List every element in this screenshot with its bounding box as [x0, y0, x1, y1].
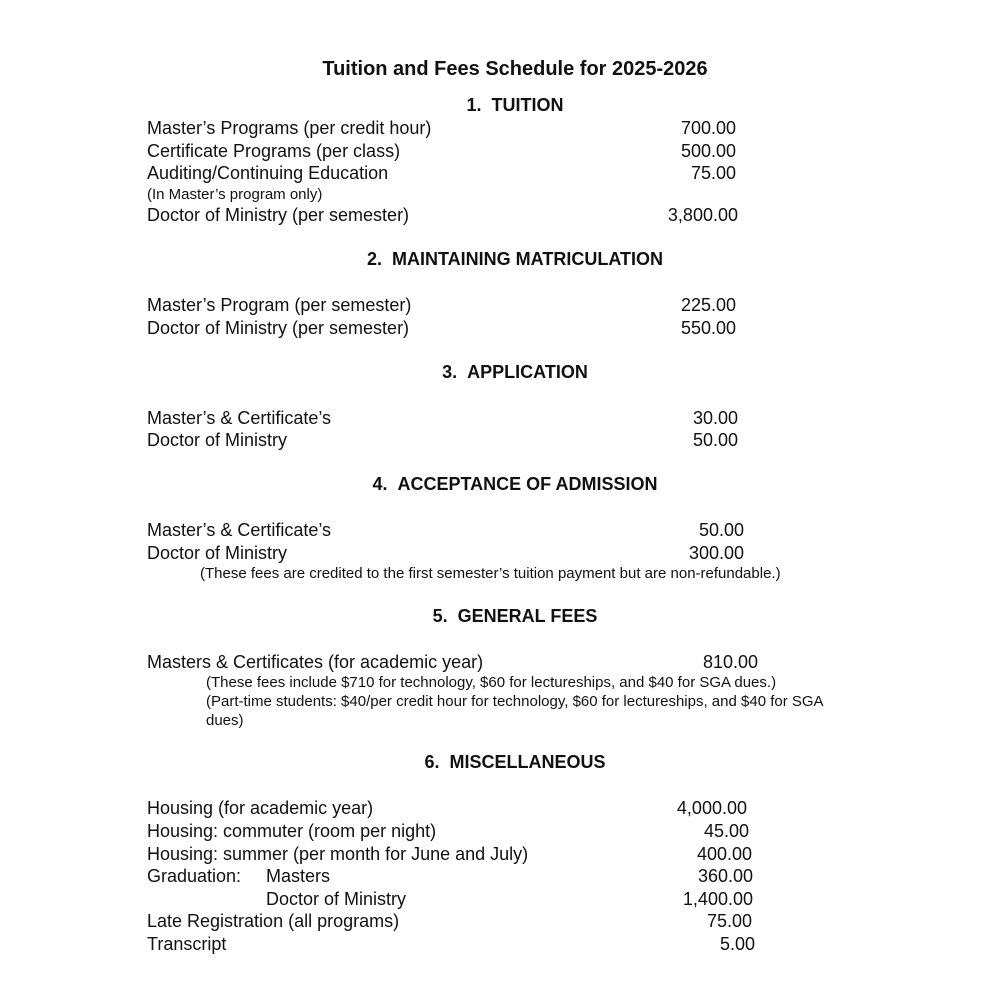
- fee-amount: 550.00: [680, 318, 736, 338]
- fee-label: Doctor of Ministry (per semester): [147, 318, 410, 338]
- fee-note: (These fees are credited to the first semester’s tuition payment but are non-refundable.): [200, 565, 781, 582]
- fee-note: (These fees include $710 for technology, $60 for lectureships, and $40 for SGA dues.): [206, 674, 777, 691]
- fee-label: Housing (for academic year): [147, 798, 374, 818]
- section-number: 1.: [466, 95, 482, 115]
- section-heading-miscellaneous: [0, 752, 1000, 773]
- fee-amount: 300.00: [688, 543, 744, 563]
- section-heading-matriculation: [0, 249, 1000, 270]
- fee-amount: 50.00: [692, 430, 738, 450]
- fee-amount: 500.00: [680, 141, 736, 161]
- fee-label: Master’s & Certificate’s: [147, 520, 332, 540]
- fee-amount: 810.00: [702, 652, 758, 672]
- fee-label: Auditing/Continuing Education: [147, 163, 389, 183]
- fee-label: Late Registration (all programs): [147, 911, 400, 931]
- fee-label: Doctor of Ministry: [147, 543, 288, 563]
- fee-amount: 1,400.00: [682, 889, 753, 909]
- fee-label: Doctor of Ministry (per semester): [147, 205, 410, 225]
- section-heading-application: [0, 362, 1000, 383]
- section-title: TUITION: [491, 95, 564, 115]
- fee-amount: 360.00: [697, 866, 753, 886]
- section-title: GENERAL FEES: [457, 606, 598, 626]
- fee-amount: 75.00: [690, 163, 736, 183]
- section-number: 3.: [442, 362, 458, 382]
- fee-label: Master’s & Certificate’s: [147, 408, 332, 428]
- fee-amount: 30.00: [692, 408, 738, 428]
- fee-amount: 45.00: [703, 821, 749, 841]
- fee-label: Housing: summer (per month for June and July): [147, 844, 529, 864]
- section-heading-tuition: [0, 95, 1000, 116]
- section-number: 6.: [424, 752, 440, 772]
- section-number: 5.: [432, 606, 448, 626]
- fee-label: Certificate Programs (per class): [147, 141, 401, 161]
- fee-amount: 225.00: [680, 295, 736, 315]
- fee-label: Transcript: [147, 934, 227, 954]
- fee-sublabel: Masters: [266, 866, 331, 886]
- fee-label: Master’s Programs (per credit hour): [147, 118, 432, 138]
- section-number: 2.: [367, 249, 383, 269]
- section-title: MISCELLANEOUS: [449, 752, 606, 772]
- fee-label: Graduation:: [147, 866, 242, 886]
- fee-amount: 50.00: [698, 520, 744, 540]
- section-title: ACCEPTANCE OF ADMISSION: [397, 474, 658, 494]
- fee-label: Housing: commuter (room per night): [147, 821, 437, 841]
- fee-amount: 75.00: [706, 911, 752, 931]
- fee-amount: 4,000.00: [676, 798, 747, 818]
- fee-note: dues): [206, 712, 244, 729]
- fee-amount: 5.00: [719, 934, 755, 954]
- section-heading-acceptance: [0, 474, 1000, 495]
- section-heading-general-fees: [0, 606, 1000, 627]
- fee-note: (Part-time students: $40/per credit hour for technology, $60 for lectureships, and $40 for SGA: [206, 693, 824, 710]
- fee-amount: 400.00: [696, 844, 752, 864]
- section-number: 4.: [372, 474, 388, 494]
- document-title: Tuition and Fees Schedule for 2025-2026: [322, 58, 708, 80]
- fee-label: Master’s Program (per semester): [147, 295, 412, 315]
- fee-label: Doctor of Ministry: [147, 430, 288, 450]
- fee-amount: 3,800.00: [667, 205, 738, 225]
- section-title: MAINTAINING MATRICULATION: [392, 249, 663, 269]
- section-title: APPLICATION: [467, 362, 588, 382]
- fee-label: Masters & Certificates (for academic year): [147, 652, 484, 672]
- fee-sublabel: Doctor of Ministry: [266, 889, 407, 909]
- fee-sublabel: (In Master’s program only): [147, 186, 323, 203]
- fee-amount: 700.00: [680, 118, 736, 138]
